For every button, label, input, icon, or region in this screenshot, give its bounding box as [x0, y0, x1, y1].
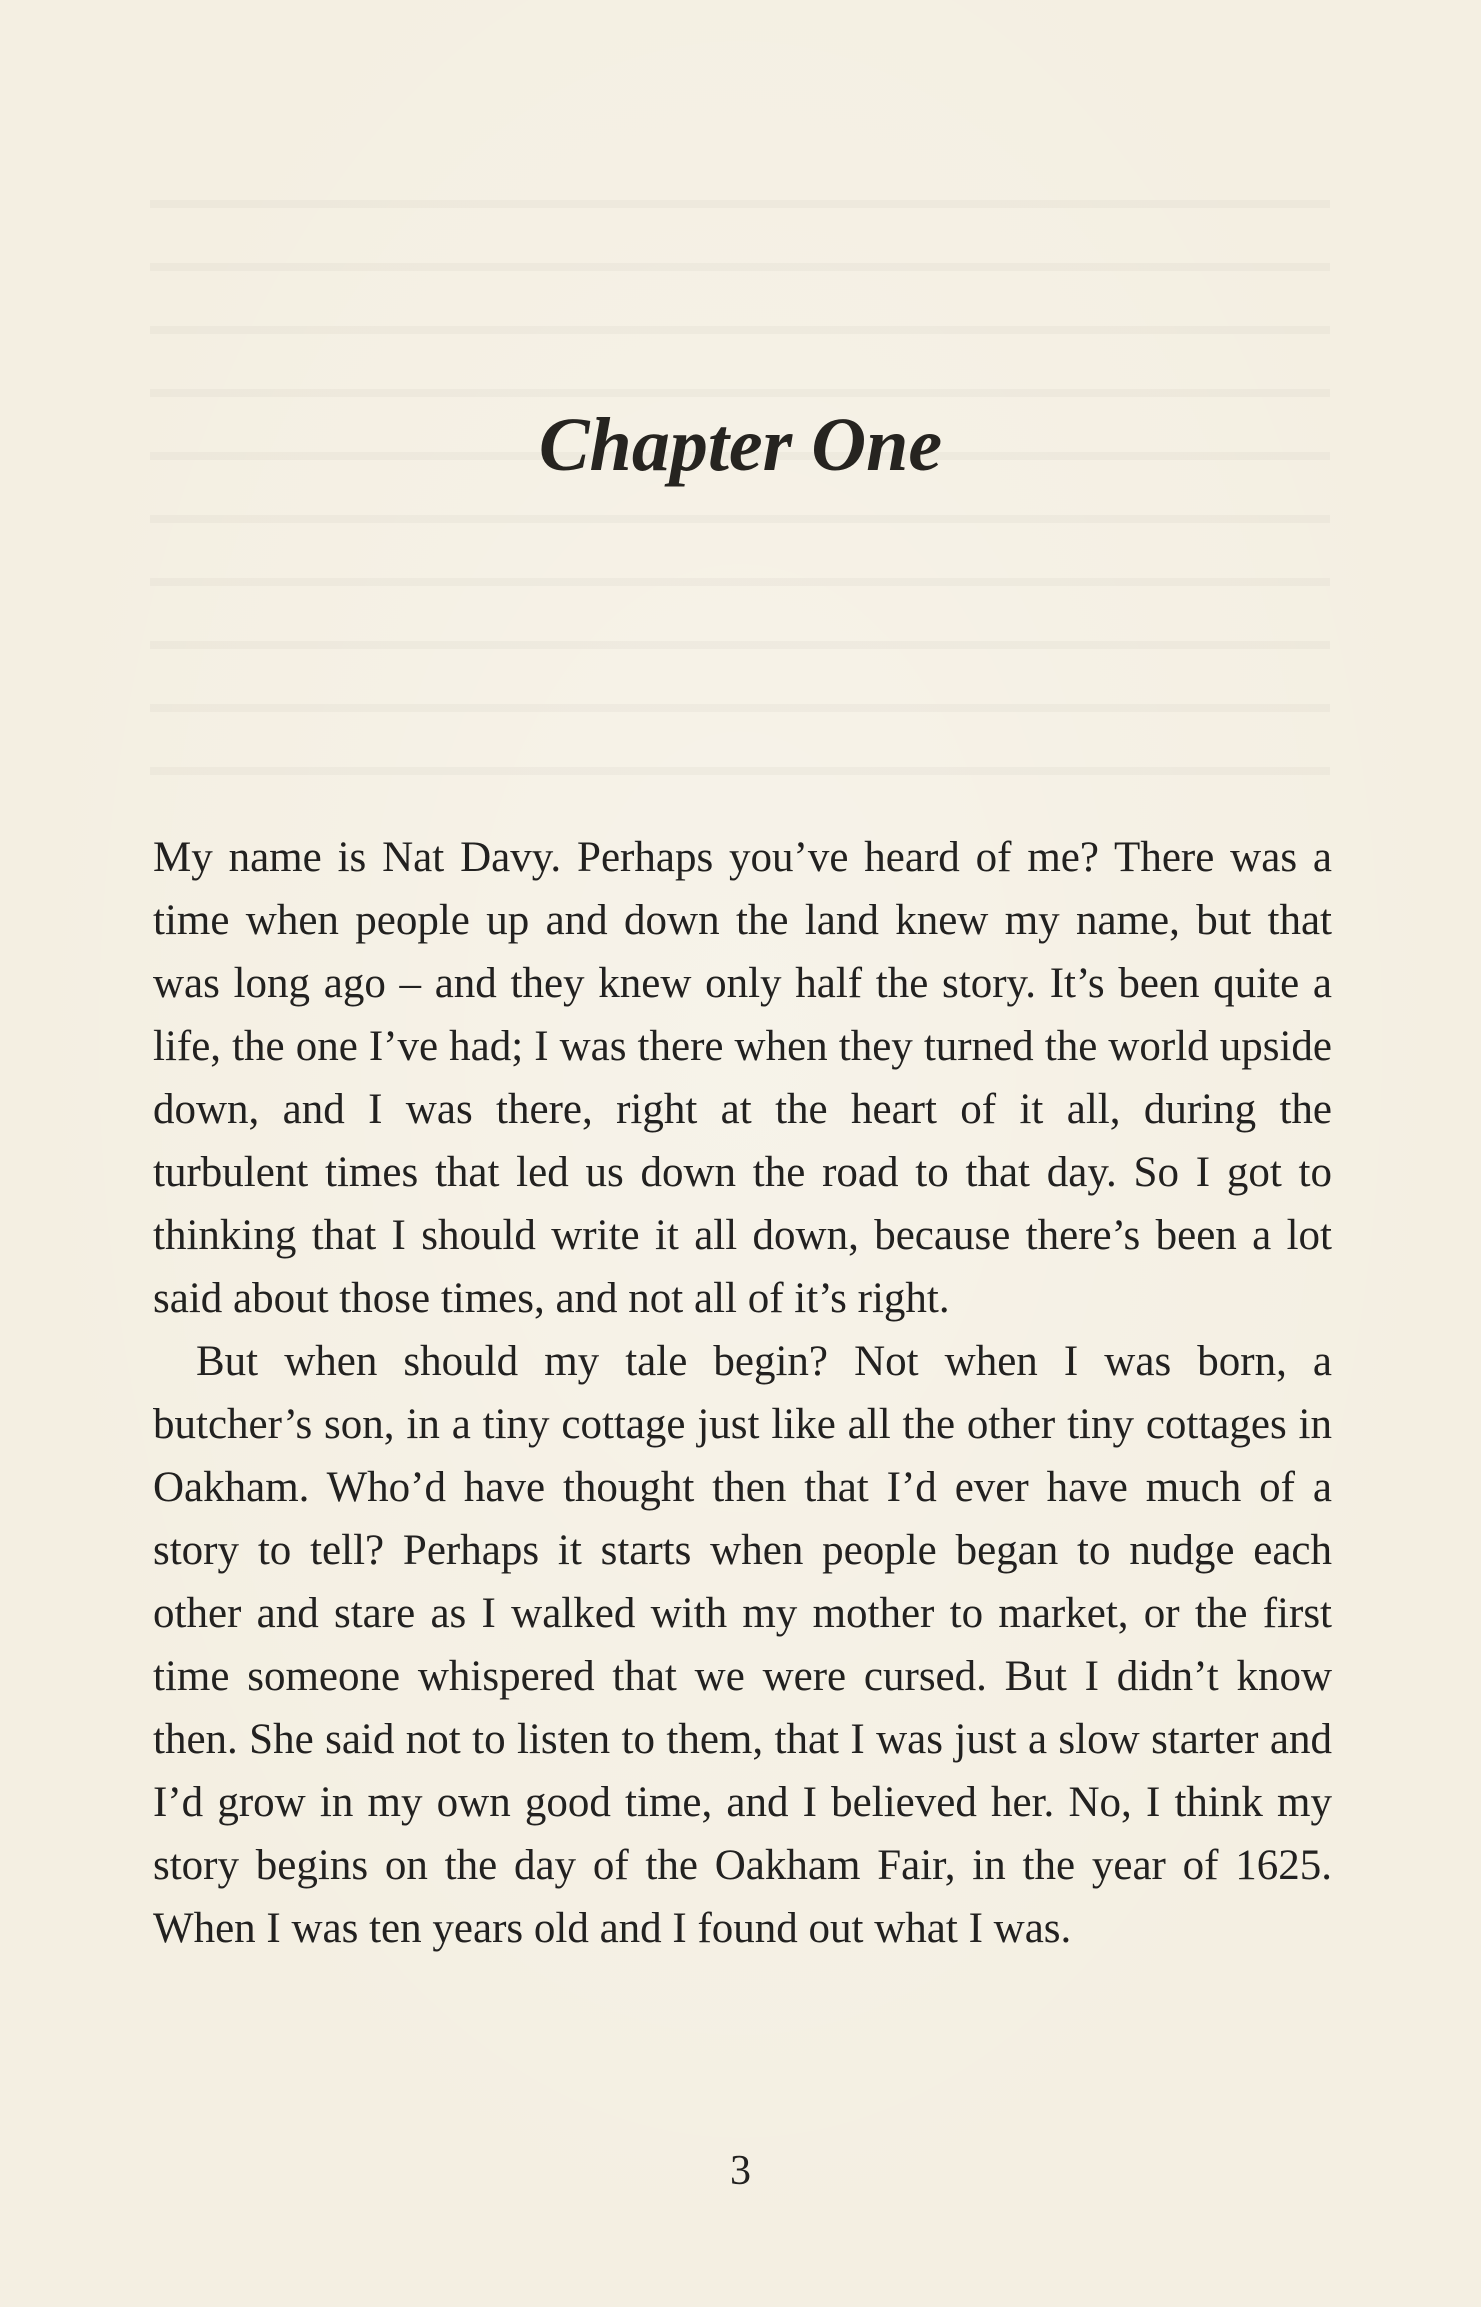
chapter-title: Chapter One [538, 402, 943, 487]
page-number: 3 [730, 2148, 751, 2194]
paragraph: But when should my tale begin? Not when I was born, a butcher’s son, in a tiny cottage just like all the other tiny cottages in Oakham. Who’d have thought then that I’d ever have much of a story to tell? Perhaps it starts when people began to nudge each other and stare as I walked with my mother to market, or the first time someone whispered that we were cursed. But I didn’t know then. She said not to listen to them, that I was just a slow starter and I’d grow in my own good time, and I believed her. No, I think my story begins on the day of the Oakham Fair, in the year of 1625. When I was ten years old and I found out what I was. [153, 1338, 1332, 1952]
show-through-text [150, 200, 1330, 820]
paragraph: My name is Nat Davy. Perhaps you’ve heard of me? There was a time when people up and down the land knew my name, but that was long ago – and they knew only half the story. It’s been quite a life, the one I’ve had; I was there when they turned the world upside down, and I was there, right at the heart of it all, during the turbulent times that led us down the road to that day. So I got to thinking that I should write it all down, because there’s been a lot said about those times, and not all of it’s right. [153, 834, 1332, 1322]
chapter-body [153, 826, 1332, 1960]
